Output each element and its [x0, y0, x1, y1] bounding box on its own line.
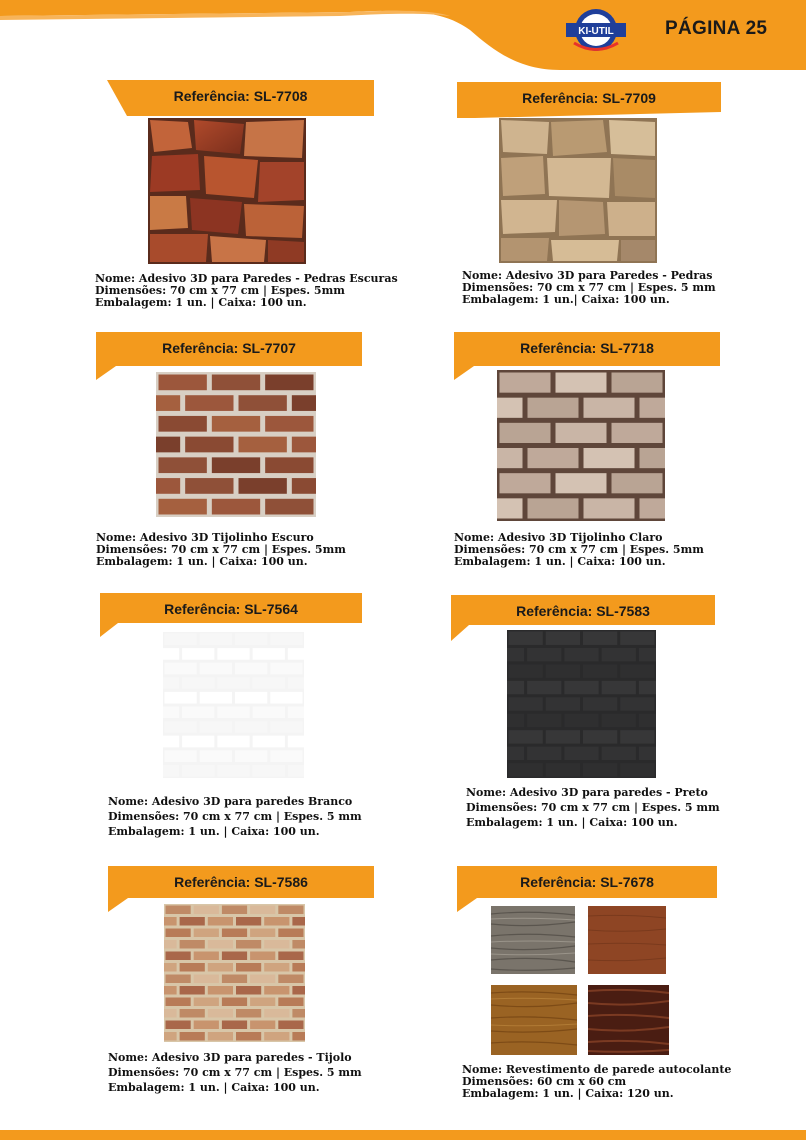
page-number: PÁGINA 25 — [665, 18, 768, 39]
product-description — [454, 532, 704, 568]
product-reference: Referência: SL-7678 — [520, 874, 654, 890]
product-image-wood-oak — [491, 985, 577, 1055]
product-image-wood-reddish — [588, 906, 666, 974]
product-reference: Referência: SL-7564 — [164, 601, 298, 617]
product-reference: Referência: SL-7707 — [162, 340, 296, 356]
product-description — [462, 1064, 731, 1100]
product-reference: Referência: SL-7708 — [173, 88, 308, 104]
product-packaging: Embalagem: 1 un. | Caixa: 120 un. — [462, 1087, 674, 1100]
product-name: Nome: Revestimento de parede autocolante — [462, 1063, 732, 1076]
product-description — [108, 1050, 362, 1095]
product-reference-tab — [457, 866, 717, 902]
product-packaging: Embalagem: 1 un. | Caixa: 100 un. — [108, 825, 320, 838]
product-reference-tab — [108, 866, 374, 902]
product-reference: Referência: SL-7586 — [174, 874, 308, 890]
product-packaging: Embalagem: 1 un. | Caixa: 100 un. — [95, 296, 307, 309]
product-image-beige-stone — [499, 118, 657, 263]
product-name: Nome: Adesivo 3D para Paredes - Pedras — [462, 269, 713, 282]
product-description — [108, 794, 362, 839]
product-image-white-brick — [163, 632, 304, 778]
product-packaging: Embalagem: 1 un. | Caixa: 100 un. — [108, 1081, 320, 1094]
product-image-wood-grey — [491, 906, 575, 974]
product-name: Nome: Adesivo 3D para Paredes - Pedras Escuras — [95, 272, 398, 285]
product-dimensions: Dimensões: 70 cm x 77 cm | Espes. 5 mm — [466, 801, 720, 814]
product-packaging: Embalagem: 1 un. | Caixa: 100 un. — [96, 555, 308, 568]
product-packaging: Embalagem: 1 un. | Caixa: 100 un. — [454, 555, 666, 568]
footer-bar — [0, 1130, 806, 1140]
svg-text:KI-UTIL: KI-UTIL — [578, 26, 614, 37]
product-name: Nome: Adesivo 3D para paredes - Preto — [466, 786, 708, 799]
product-dimensions: Dimensões: 70 cm x 77 cm | Espes. 5mm — [96, 543, 346, 556]
ki-util-logo — [564, 6, 628, 54]
product-description — [95, 273, 398, 309]
product-reference-tab — [457, 82, 721, 118]
product-name: Nome: Adesivo 3D para paredes - Tijolo — [108, 1051, 352, 1064]
product-reference: Referência: SL-7718 — [520, 340, 654, 356]
product-reference-tab — [107, 80, 374, 116]
product-description — [96, 532, 346, 568]
product-name: Nome: Adesivo 3D Tijolinho Claro — [454, 531, 663, 544]
product-name: Nome: Adesivo 3D para paredes Branco — [108, 795, 353, 808]
product-packaging: Embalagem: 1 un. | Caixa: 100 un. — [466, 816, 678, 829]
header-banner — [0, 0, 806, 80]
product-reference-tab — [100, 593, 362, 629]
product-image-brick — [164, 904, 305, 1042]
product-reference-tab — [454, 332, 720, 368]
product-dimensions: Dimensões: 70 cm x 77 cm | Espes. 5 mm — [462, 281, 716, 294]
product-dimensions: Dimensões: 70 cm x 77 cm | Espes. 5 mm — [108, 810, 362, 823]
product-image-black-brick — [507, 630, 656, 778]
product-description — [466, 785, 720, 830]
product-image-light-brick — [497, 370, 665, 521]
product-reference-tab — [96, 332, 362, 368]
product-reference: Referência: SL-7709 — [522, 90, 656, 106]
product-reference: Referência: SL-7583 — [516, 603, 650, 619]
product-dimensions: Dimensões: 70 cm x 77 cm | Espes. 5mm — [95, 284, 345, 297]
product-dimensions: Dimensões: 70 cm x 77 cm | Espes. 5mm — [454, 543, 704, 556]
product-image-dark-stone — [148, 118, 306, 264]
product-packaging: Embalagem: 1 un.| Caixa: 100 un. — [462, 293, 670, 306]
product-reference-tab — [451, 595, 715, 631]
product-image-wood-dark — [588, 985, 669, 1055]
product-dimensions: Dimensões: 60 cm x 60 cm — [462, 1075, 627, 1088]
product-description — [462, 270, 716, 306]
product-dimensions: Dimensões: 70 cm x 77 cm | Espes. 5 mm — [108, 1066, 362, 1079]
product-image-dark-brick — [156, 372, 316, 517]
product-name: Nome: Adesivo 3D Tijolinho Escuro — [96, 531, 314, 544]
